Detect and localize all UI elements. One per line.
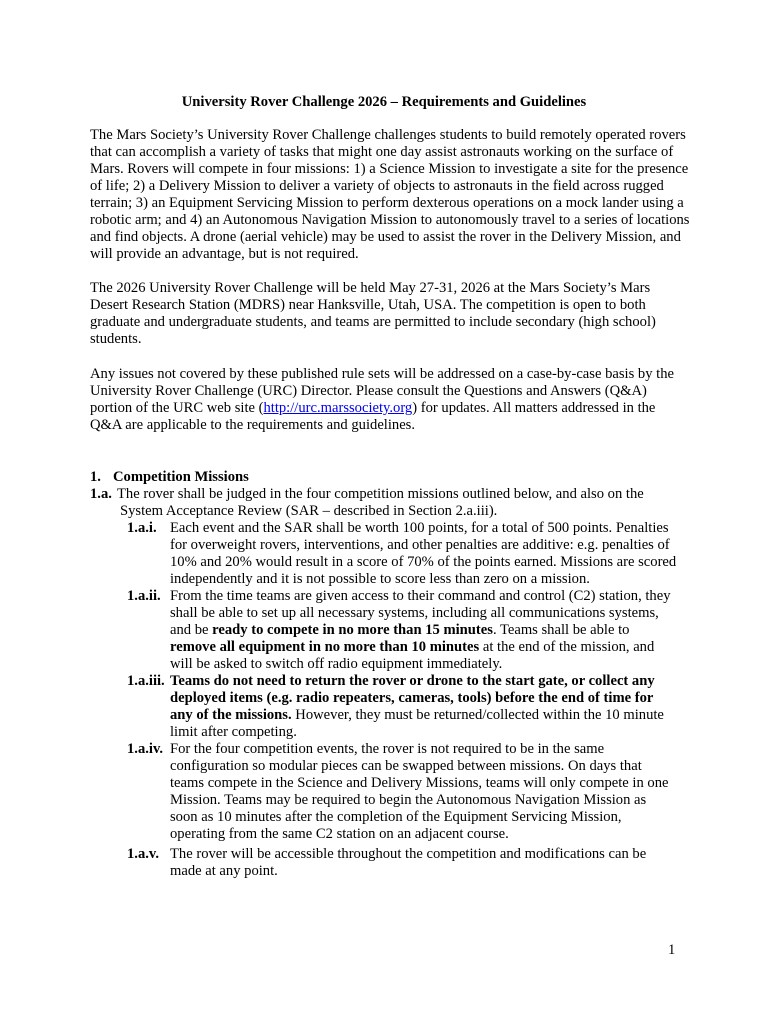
item-1aii-text-part-2: . Teams shall be able to [492,622,630,638]
item-1av-text: The rover will be accessible throughout the competition and modifications can be made at any point. [170,846,647,879]
item-1aii-text [170,588,677,673]
item-1aiii-label: 1.a.iii. [127,673,165,689]
item-1av [127,846,677,880]
item-1ai-text: Each event and the SAR shall be worth 100 points, for a total of 500 points. Penalties for overweight rovers, interventions, and other penalties are additive: e.g. penalties of 10% and 20% would result in a score of 70% of the points earned. Missions are scored independently and it is not possible to score less than zero on a mission. [170,520,677,587]
p3-text-after: ) for updates. All matters addressed in the Q&A are applicable to the requirements and guidelines. [90,400,656,433]
intro-paragraph-2: The 2026 University Rover Challenge will be held May 27-31, 2026 at the Mars Society’s Mars Desert Research Station (MDRS) near Hanksville, Utah, USA. The competition is open to both graduate and undergraduate students, and teams are permitted to include secondary (high school) students. [90,280,656,347]
item-1aiii-bold: Teams do not need to return the rover or drone to the start gate, or collect any deployed items (e.g. radio repeaters, cameras, tools) before the end of time for any of the missions. [170,673,655,723]
item-1ai-label: 1.a.i. [127,520,157,536]
item-1aii-bold-2: remove all equipment in no more than 10 minutes [170,639,480,655]
item-1aiii [127,673,677,741]
item-1aiv [127,741,677,843]
item-1a-line-1: The rover shall be judged in the four competition missions outlined below, and also on the [117,486,644,502]
item-1aiii-text [170,673,677,741]
item-1av-label: 1.a.v. [127,846,160,862]
urc-website-link[interactable]: http://urc.marssociety.org [263,400,413,416]
item-1aiv-text: For the four competition events, the rover is not required to be in the same configuration so modular pieces can be swapped between missions. On days that teams compete in the Science and Delivery Missions, teams will only compete in one Mission. Teams may be required to begin the Autonomous Navigation Mission as soon as 10 minutes after the completion of the Equipment Servicing Mission, operating from the same C2 station on an adjacent course. [170,741,669,842]
item-1ai [127,520,677,588]
section-1-number: 1. [90,469,101,485]
p3-text-before: Any issues not covered by these published rule sets will be addressed on a case-by-case basis by the University Rover Challenge (URC) Director. Please consult the Questions and Answers (Q&A) portion of the URC web site ( [90,366,674,416]
item-1aii [127,588,677,673]
page-number: 1 [668,942,676,958]
section-1-heading [90,469,249,486]
item-1a [90,486,690,520]
item-1aiv-label: 1.a.iv. [127,741,164,757]
intro-paragraph-3 [90,366,690,434]
item-1a-line-2: System Acceptance Review (SAR – described in Section 2.a.iii). [120,503,498,519]
item-1aii-text-part-3: at the end of the mission, and will be asked to switch off radio equipment immediately. [170,639,655,672]
item-1aiii-text-part: However, they must be returned/collected within the 10 minute limit after competing. [170,707,664,740]
intro-paragraph-1: The Mars Society’s University Rover Challenge challenges students to build remotely operated rovers that can accomplish a variety of tasks that might one day assist astronauts working on the surface of Mars. Rovers will compete in four missions: 1) a Science Mission to investigate a site for the presence of life; 2) a Delivery Mission to deliver a variety of objects to astronauts in the field across rugged terrain; 3) an Equipment Servicing Mission to perform dexterous operations on a mock lander using a robotic arm; and 4) an Autonomous Navigation Mission to autonomously travel to a series of locations and find objects. A drone (aerial vehicle) may be used to assist the rover in the Delivery Mission, and will provide an advantage, but is not required. [90,127,690,262]
item-1aii-text-part-1: From the time teams are given access to their command and control (C2) station, they shall be able to set up all necessary systems, including all communications systems, and be [170,588,671,638]
document-title: University Rover Challenge 2026 – Requirements and Guidelines [181,94,587,110]
item-1aii-label: 1.a.ii. [127,588,161,604]
item-1a-label: 1.a. [90,486,112,502]
item-1aii-bold-1: ready to compete in no more than 15 minutes [212,622,493,638]
section-1-title: Competition Missions [113,469,249,485]
